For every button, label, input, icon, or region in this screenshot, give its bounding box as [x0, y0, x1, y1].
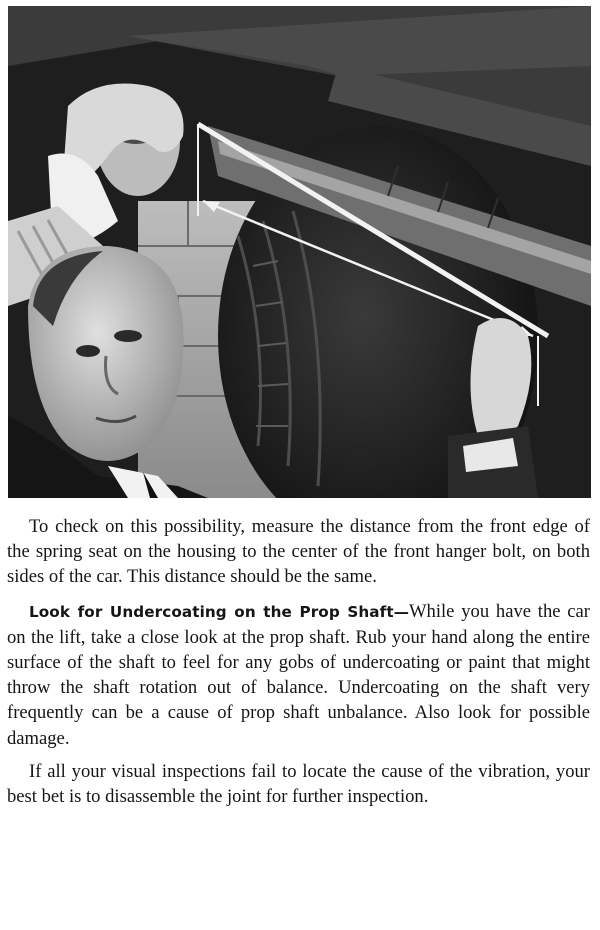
- paragraph-disassemble-joint: If all your visual inspections fail to locate the cause of the vibration, your best bet is to disassemble the joint for further inspection.: [7, 760, 590, 808]
- body-text: [7, 514, 590, 817]
- paragraph-prop-shaft-text: While you have the car on the lift, take a close look at the prop shaft. Rub your hand along the entire surface of the shaft to feel for any gobs of undercoating or paint that might throw the shaft rotation out of balance. Undercoating on the shaft very frequently can be a cause of prop shaft unbalance. Also look for possible damage.: [7, 600, 590, 749]
- section-heading-prop-shaft: Look for Undercoating on the Prop Shaft—: [29, 602, 409, 621]
- paragraph-prop-shaft-undercoating: [7, 599, 590, 751]
- paragraph-spring-seat-measurement: To check on this possibility, measure the distance from the front edge of the spring seat on the housing to the center of the front hanger bolt, on both sides of the car. This distance should be the same.: [7, 516, 590, 588]
- photo-mechanic-under-car: [8, 6, 591, 498]
